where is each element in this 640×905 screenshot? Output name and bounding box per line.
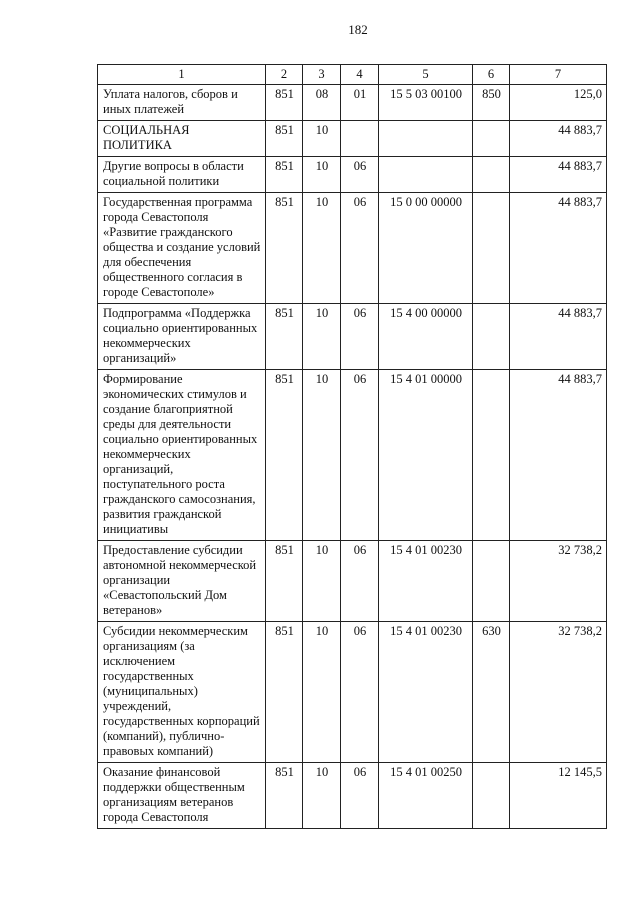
row-expense-type [473, 763, 510, 829]
row-ved-code: 851 [266, 157, 303, 193]
row-amount: 32 738,2 [510, 622, 607, 763]
table-row [98, 622, 607, 763]
row-expense-type: 850 [473, 85, 510, 121]
row-subsection [341, 121, 379, 157]
table-row [98, 121, 607, 157]
table-row [98, 370, 607, 541]
row-expense-type [473, 157, 510, 193]
row-amount: 125,0 [510, 85, 607, 121]
col-header-1: 1 [98, 65, 266, 85]
row-target-article: 15 0 00 00000 [379, 193, 473, 304]
row-section: 10 [303, 157, 341, 193]
row-amount: 44 883,7 [510, 370, 607, 541]
row-name: СОЦИАЛЬНАЯ ПОЛИТИКА [98, 121, 266, 157]
row-target-article [379, 157, 473, 193]
row-amount: 32 738,2 [510, 541, 607, 622]
row-target-article: 15 4 01 00230 [379, 622, 473, 763]
row-amount: 44 883,7 [510, 193, 607, 304]
row-ved-code: 851 [266, 763, 303, 829]
page-number: 182 [348, 22, 368, 37]
row-subsection: 06 [341, 370, 379, 541]
col-header-4: 4 [341, 65, 379, 85]
row-expense-type [473, 121, 510, 157]
row-section: 10 [303, 370, 341, 541]
table-row [98, 304, 607, 370]
row-ved-code: 851 [266, 541, 303, 622]
row-section: 10 [303, 304, 341, 370]
row-amount: 44 883,7 [510, 121, 607, 157]
row-section: 08 [303, 85, 341, 121]
row-ved-code: 851 [266, 193, 303, 304]
budget-table [97, 64, 607, 829]
row-expense-type [473, 193, 510, 304]
table-row [98, 193, 607, 304]
table-row [98, 157, 607, 193]
row-ved-code: 851 [266, 622, 303, 763]
row-target-article: 15 4 01 00250 [379, 763, 473, 829]
col-header-2: 2 [266, 65, 303, 85]
row-target-article: 15 4 01 00230 [379, 541, 473, 622]
row-ved-code: 851 [266, 85, 303, 121]
row-name: Уплата налогов, сборов и иных платежей [98, 85, 266, 121]
row-section: 10 [303, 121, 341, 157]
header-row [98, 65, 607, 85]
row-section: 10 [303, 622, 341, 763]
col-header-6: 6 [473, 65, 510, 85]
row-section: 10 [303, 193, 341, 304]
row-subsection: 06 [341, 157, 379, 193]
row-name: Подпрограмма «Поддержка социально ориентированных некоммерческих организаций» [98, 304, 266, 370]
col-header-3: 3 [303, 65, 341, 85]
row-target-article: 15 4 00 00000 [379, 304, 473, 370]
row-target-article [379, 121, 473, 157]
row-section: 10 [303, 763, 341, 829]
row-ved-code: 851 [266, 304, 303, 370]
row-name: Формирование экономических стимулов и создание благоприятной среды для деятельности социально ориентированных некоммерческих организаций, поступательного роста гражданского самосознания, развития гражданской инициативы [98, 370, 266, 541]
row-expense-type [473, 541, 510, 622]
row-ved-code: 851 [266, 121, 303, 157]
table-row [98, 763, 607, 829]
col-header-7: 7 [510, 65, 607, 85]
row-expense-type [473, 304, 510, 370]
row-ved-code: 851 [266, 370, 303, 541]
row-subsection: 01 [341, 85, 379, 121]
row-name: Субсидии некоммерческим организациям (за исключением государственных (муниципальных) учреждений, государственных корпораций (компаний), публично-правовых компаний) [98, 622, 266, 763]
row-amount: 44 883,7 [510, 157, 607, 193]
row-subsection: 06 [341, 193, 379, 304]
row-name: Другие вопросы в области социальной политики [98, 157, 266, 193]
row-amount: 12 145,5 [510, 763, 607, 829]
row-subsection: 06 [341, 622, 379, 763]
row-subsection: 06 [341, 304, 379, 370]
table-row [98, 85, 607, 121]
row-target-article: 15 5 03 00100 [379, 85, 473, 121]
row-subsection: 06 [341, 541, 379, 622]
row-name: Предоставление субсидии автономной некоммерческой организации «Севастопольский Дом ветеранов» [98, 541, 266, 622]
row-amount: 44 883,7 [510, 304, 607, 370]
col-header-5: 5 [379, 65, 473, 85]
row-expense-type [473, 370, 510, 541]
row-name: Государственная программа города Севастополя «Развитие гражданского общества и создание условий для обеспечения общественного согласия в городе Севастополе» [98, 193, 266, 304]
row-target-article: 15 4 01 00000 [379, 370, 473, 541]
row-name: Оказание финансовой поддержки общественным организациям ветеранов города Севастополя [98, 763, 266, 829]
table-row [98, 541, 607, 622]
row-section: 10 [303, 541, 341, 622]
row-subsection: 06 [341, 763, 379, 829]
row-expense-type: 630 [473, 622, 510, 763]
